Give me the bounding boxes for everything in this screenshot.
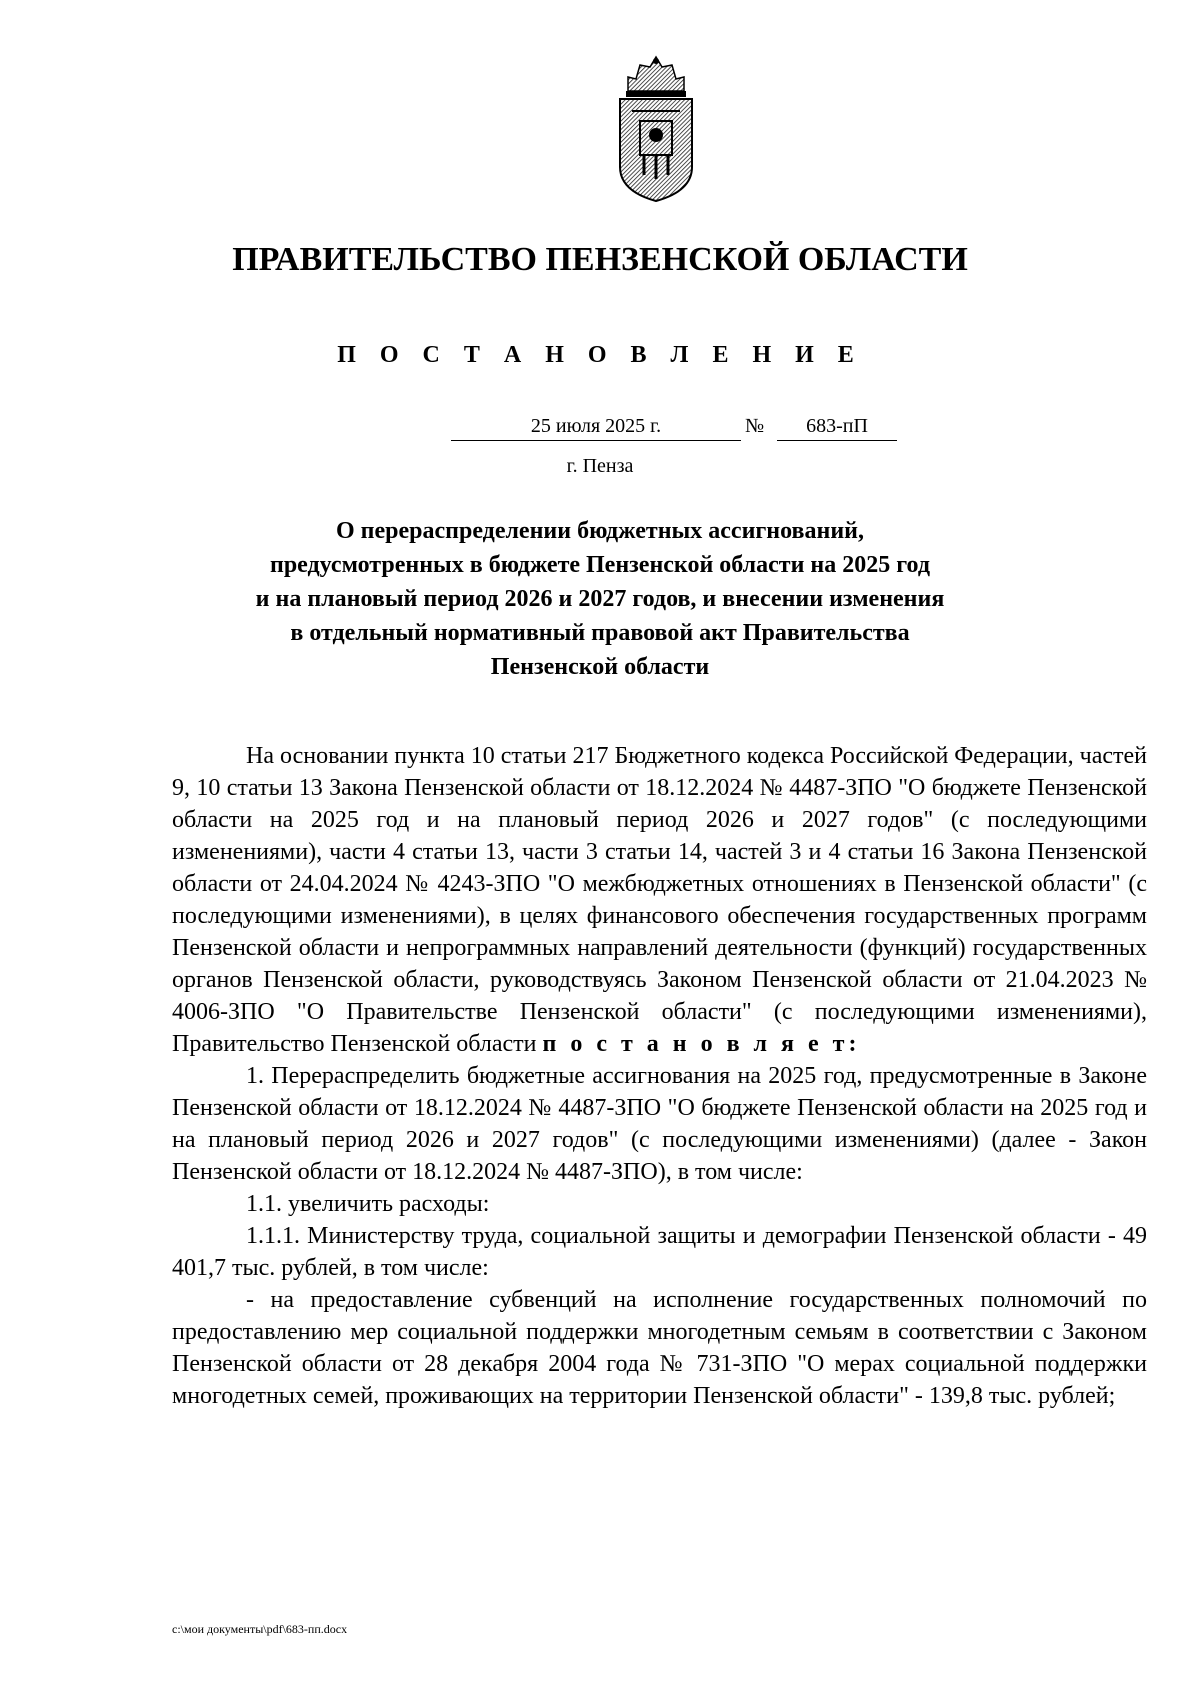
file-path-footer: c:\мои документы\pdf\683-пп.docx — [172, 1622, 348, 1636]
subject-line: Пензенской области — [490, 654, 710, 680]
subject-line: и на плановый период 2026 и 2027 годов, и внесении изменения — [255, 586, 945, 612]
body-paragraph: - на предоставление субвенций на исполнение государственных полномочий по предоставлению мер социальной поддержки многодетным семьям в соответствии с Законом Пензенской области от 28 декабря 2004 года № 731-ЗПО "О мерах социальной поддержки многодетных семей, проживающих на территории Пензенской области" - 139,8 тыс. рублей; — [172, 1287, 1147, 1409]
subject-line: предусмотренных в бюджете Пензенской области на 2025 год — [270, 552, 930, 578]
document-number: 683-пП — [777, 412, 897, 441]
body-paragraph: 1.1. увеличить расходы: — [246, 1191, 490, 1217]
body-paragraph: 1. Перераспределить бюджетные ассигнования на 2025 год, предусмотренные в Законе Пензенской области от 18.12.2024 № 4487-ЗПО "О бюджете Пензенской области на 2025 год и на плановый период 2026 и 2027 годов" (с последующими изменениями) (далее - Закон Пензенской области от 18.12.2024 № 4487-ЗПО), в том числе: — [172, 1063, 1147, 1185]
document-subject — [180, 514, 1020, 684]
body-paragraph: 1.1.1. Министерству труда, социальной защиты и демографии Пензенской области - 49 401,7 тыс. рублей, в том числе: — [172, 1223, 1147, 1281]
document-date: 25 июля 2025 г. — [451, 412, 741, 441]
number-sign: № — [745, 415, 765, 437]
decree-word: п о с т а н о в л я е т: — [542, 1031, 861, 1057]
city: г. Пенза — [566, 455, 634, 477]
document-body — [172, 740, 1147, 1412]
coat-of-arms-icon — [610, 55, 702, 205]
government-title: ПРАВИТЕЛЬСТВО ПЕНЗЕНСКОЙ ОБЛАСТИ — [232, 241, 968, 278]
preamble-paragraph — [172, 740, 1147, 1060]
date-number-line — [0, 412, 1200, 446]
document-type: П О С Т А Н О В Л Е Н И Е — [337, 342, 863, 368]
subject-line: О перераспределении бюджетных ассигнований, — [336, 518, 864, 544]
subject-line: в отдельный нормативный правовой акт Правительства — [290, 620, 910, 646]
preamble-text: На основании пункта 10 статьи 217 Бюджетного кодекса Российской Федерации, частей 9, 10 статьи 13 Закона Пензенской области от 18.12.2024 № 4487-ЗПО "О бюджете Пензенской области на 2025 год и на плановый период 2026 и 2027 годов" (с последующими изменениями), части 4 статьи 13, части 3 статьи 14, частей 3 и 4 статьи 16 Закона Пензенской области от 24.04.2024 № 4243-ЗПО "О межбюджетных отношениях в Пензенской области" (с последующими изменениями), в целях финансового обеспечения государственных программ Пензенской области и непрограммных направлений деятельности (функций) государственных органов Пензенской области, руководствуясь Законом Пензенской области от 21.04.2023 № 4006-ЗПО "О Правительстве Пензенской области" (с последующими изменениями), Правительство Пензенской области — [172, 743, 1147, 1057]
